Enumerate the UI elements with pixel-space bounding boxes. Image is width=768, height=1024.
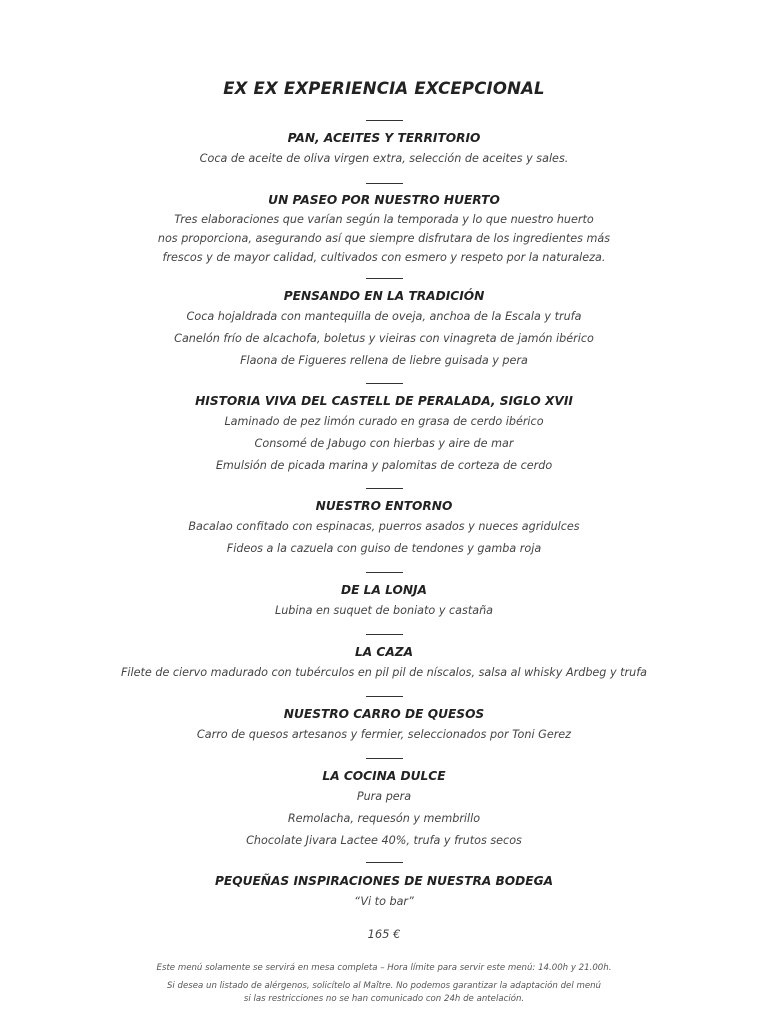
section-heading: NUESTRO CARRO DE QUESOS xyxy=(283,707,485,721)
menu-section xyxy=(0,766,768,852)
menu-price: 165 € xyxy=(367,927,401,941)
dish-item: Lubina en suquet de boniato y castaña xyxy=(274,604,494,617)
section-heading: PENSANDO EN LA TRADICIÓN xyxy=(283,289,485,303)
footer-note-restrictions: si las restricciones no se han comunicado con 24h de antelación. xyxy=(243,994,525,1004)
menu-section xyxy=(0,704,768,746)
menu-section xyxy=(0,642,768,684)
menu-section xyxy=(0,190,768,267)
section-heading: LA COCINA DULCE xyxy=(322,769,446,783)
section-divider xyxy=(366,183,403,184)
section-divider xyxy=(366,488,403,489)
dish-item: Remolacha, requesón y membrillo xyxy=(287,812,481,825)
section-divider xyxy=(366,383,403,384)
menu-section xyxy=(0,496,768,560)
dish-item: Bacalao confitado con espinacas, puerros asados y nueces agridulces xyxy=(188,520,580,533)
dish-item: Chocolate Jivara Lactee 40%, trufa y frutos secos xyxy=(246,834,522,847)
menu-section xyxy=(0,391,768,477)
footer-note-allergens: Si desea un listado de alérgenos, solicítelo al Maître. No podemos garantizar la adaptación del menú xyxy=(166,981,602,991)
dish-item: Canelón frío de alcachofa, boletus y vieiras con vinagreta de jamón ibérico xyxy=(174,332,594,345)
section-heading: UN PASEO POR NUESTRO HUERTO xyxy=(268,193,500,207)
section-description-line: frescos y de mayor calidad, cultivados con esmero y respeto por la naturaleza. xyxy=(162,251,606,264)
dish-item: “Vi to bar” xyxy=(354,895,414,908)
dish-item: Flaona de Figueres rellena de liebre guisada y pera xyxy=(240,354,528,367)
dish-item: Emulsión de picada marina y palomitas de corteza de cerdo xyxy=(215,459,553,472)
menu-section xyxy=(0,128,768,170)
section-heading: HISTORIA VIVA DEL CASTELL DE PERALADA, SIGLO XVII xyxy=(195,394,573,408)
section-divider xyxy=(366,634,403,635)
dish-item: Fideos a la cazuela con guiso de tendones y gamba roja xyxy=(226,542,542,555)
menu-title: EX EX EXPERIENCIA EXCEPCIONAL xyxy=(223,79,545,98)
dish-item: Consomé de Jabugo con hierbas y aire de mar xyxy=(254,437,514,450)
menu-section xyxy=(0,871,768,913)
section-heading: PAN, ACEITES Y TERRITORIO xyxy=(287,131,481,145)
section-heading: DE LA LONJA xyxy=(341,583,427,597)
section-description-line: Tres elaboraciones que varían según la temporada y lo que nuestro huerto xyxy=(174,213,594,226)
section-divider xyxy=(366,758,403,759)
section-divider xyxy=(366,278,403,279)
dish-item: Carro de quesos artesanos y fermier, seleccionados por Toni Gerez xyxy=(196,728,572,741)
menu-section xyxy=(0,286,768,372)
section-divider xyxy=(366,572,403,573)
footer-note-service: Este menú solamente se servirá en mesa completa – Hora límite para servir este menú: 14.00h y 21.00h. xyxy=(156,963,612,973)
section-divider xyxy=(366,696,403,697)
section-heading: PEQUEÑAS INSPIRACIONES DE NUESTRA BODEGA xyxy=(214,874,554,888)
section-heading: NUESTRO ENTORNO xyxy=(315,499,453,513)
dish-item: Filete de ciervo madurado con tubérculos en pil pil de níscalos, salsa al whisky Ardbeg y trufa xyxy=(120,666,648,679)
dish-item: Pura pera xyxy=(356,790,412,803)
dish-item: Coca hojaldrada con mantequilla de oveja, anchoa de la Escala y trufa xyxy=(186,310,582,323)
menu-section xyxy=(0,580,768,622)
section-divider xyxy=(366,862,403,863)
section-description-line: nos proporciona, asegurando así que siempre disfrutara de los ingredientes más xyxy=(157,232,611,245)
dish-item: Coca de aceite de oliva virgen extra, selección de aceites y sales. xyxy=(199,152,569,165)
section-heading: LA CAZA xyxy=(354,645,414,659)
dish-item: Laminado de pez limón curado en grasa de cerdo ibérico xyxy=(224,415,544,428)
section-divider xyxy=(366,120,403,121)
